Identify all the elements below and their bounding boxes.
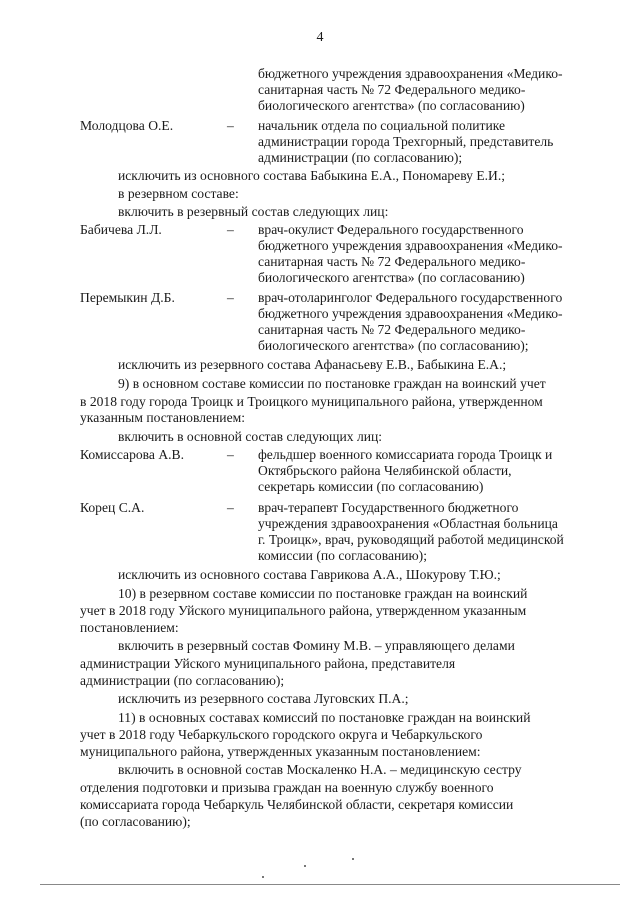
text-line: 10) в резервном составе комиссии по постановке граждан на воинский <box>118 586 528 601</box>
text-line: в резервном составе: <box>118 186 239 201</box>
text-line: г. Троицк», врач, руководящий работой медицинской <box>258 532 564 547</box>
text-line: биологического агентства» (по согласованию); <box>258 338 529 353</box>
text-line: фельдшер военного комиссариата города Троицк и <box>258 447 553 462</box>
text-line: (по согласованию); <box>80 814 191 829</box>
text-line: постановлением: <box>80 620 179 635</box>
text-line: администрации (по согласованию); <box>258 150 463 165</box>
text-line: 9) в основном составе комиссии по постановке граждан на воинский учет <box>118 376 546 391</box>
text-line: исключить из основного состава Бабыкина Е.А., Пономареву Е.И.; <box>118 168 506 183</box>
text-line: врач-терапевт Государственного бюджетного <box>258 500 519 515</box>
text-line: бюджетного учреждения здравоохранения «Медико- <box>258 238 563 253</box>
text-line: администрации Уйского муниципального района, представителя <box>80 656 456 671</box>
text-line: учет в 2018 году Уйского муниципального района, утвержденном указанным <box>80 603 527 618</box>
scan-speck <box>352 858 354 860</box>
text-line: исключить из основного состава Гаврикова А.А., Шокурову Т.Ю.; <box>118 567 501 582</box>
text-line: исключить из резервного состава Луговских П.А.; <box>118 691 409 706</box>
scan-edge-line <box>40 884 620 885</box>
dash: – <box>227 118 234 133</box>
text-line: биологического агентства» (по согласованию) <box>258 270 525 285</box>
page-number: 4 <box>316 30 324 45</box>
text-line: врач-отоларинголог Федерального государственного <box>258 290 563 305</box>
text-line: администрации (по согласованию); <box>80 673 285 688</box>
text-line: администрации города Трехгорный, представитель <box>258 134 554 149</box>
text-line: санитарная часть № 72 Федерального медико- <box>258 254 526 269</box>
text-line: учреждения здравоохранения «Областная больница <box>258 516 558 531</box>
scan-speck <box>304 865 306 867</box>
dash: – <box>227 290 234 305</box>
member-name: Молодцова О.Е. <box>80 118 174 133</box>
member-name: Бабичева Л.Л. <box>80 222 162 237</box>
member-name: Перемыкин Д.Б. <box>80 290 175 305</box>
text-line: санитарная часть № 72 Федерального медико- <box>258 322 526 337</box>
text-line: включить в основной состав Москаленко Н.А. – медицинскую сестру <box>118 762 522 777</box>
text-line: указанным постановлением: <box>80 410 245 425</box>
member-name: Комиссарова А.В. <box>80 447 185 462</box>
text-line: санитарная часть № 72 Федерального медико- <box>258 82 526 97</box>
text-line: отделения подготовки и призыва граждан на военную службу военного <box>80 780 494 795</box>
text-line: начальник отдела по социальной политике <box>258 118 506 133</box>
text-line: комиссии (по согласованию); <box>258 548 427 563</box>
text-line: 11) в основных составах комиссий по постановке граждан на воинский <box>118 710 531 725</box>
text-line: врач-окулист Федерального государственного <box>258 222 524 237</box>
text-line: включить в резервный состав следующих лиц: <box>118 204 389 219</box>
text-line: биологического агентства» (по согласованию) <box>258 98 525 113</box>
text-line: включить в резервный состав Фомину М.В. – управляющего делами <box>118 638 515 653</box>
dash: – <box>227 447 234 462</box>
dash: – <box>227 500 234 515</box>
dash: – <box>227 222 234 237</box>
scan-speck <box>262 876 264 878</box>
text-line: комиссариата города Чебаркуль Челябинской области, секретаря комиссии <box>80 797 514 812</box>
text-line: исключить из резервного состава Афанасьеву Е.В., Бабыкина Е.А.; <box>118 357 507 372</box>
text-line: Октябрьского района Челябинской области, <box>258 463 512 478</box>
text-line: бюджетного учреждения здравоохранения «Медико- <box>258 66 563 81</box>
text-line: секретарь комиссии (по согласованию) <box>258 479 484 494</box>
text-line: включить в основной состав следующих лиц: <box>118 429 383 444</box>
member-name: Корец С.А. <box>80 500 145 515</box>
text-line: учет в 2018 году Чебаркульского городского округа и Чебаркульского <box>80 727 483 742</box>
text-line: муниципального района, утвержденных указанным постановлением: <box>80 744 481 759</box>
text-line: в 2018 году города Троицк и Троицкого муниципального района, утвержденном <box>80 394 543 409</box>
text-line: бюджетного учреждения здравоохранения «Медико- <box>258 306 563 321</box>
